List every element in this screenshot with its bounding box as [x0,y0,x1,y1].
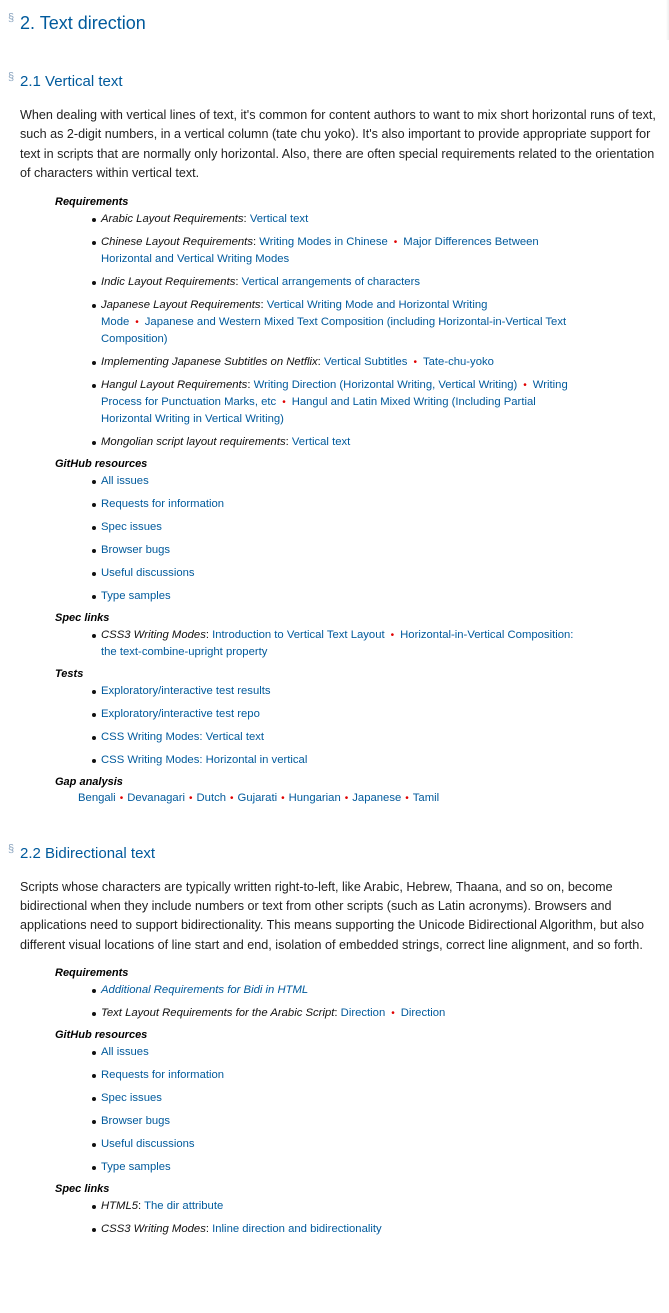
requirement-link[interactable]: Vertical Writing Mode and Horizontal Writing Mode [101,298,488,328]
list-item [101,1159,659,1176]
gap-analysis-links [78,790,659,807]
github-link-useful-discussions[interactable]: Useful discussions [101,1138,195,1151]
tests-list [55,683,659,769]
requirement-link[interactable]: Tate-chu-yoko [422,355,494,368]
spec-links-list [55,627,659,661]
requirement-link[interactable]: Direction [400,1007,446,1020]
separator-dot: • [390,629,395,641]
requirement-link[interactable]: Vertical Subtitles [323,355,408,368]
github-link-type-samples[interactable]: Type samples [101,589,171,602]
list-item [101,496,659,513]
separator-dot: • [523,379,527,391]
github-resources-list [55,1044,659,1176]
tests-title: Tests [55,667,84,680]
spec-link[interactable]: The dir attribute [144,1200,224,1213]
spec-link[interactable]: Inline direction and bidirectionality [212,1223,382,1236]
requirements-list [55,982,659,1022]
gap-link-tamil[interactable]: Tamil [412,791,440,804]
source-name: Indic Layout Requirements [101,275,236,288]
separator-dot: • [393,236,398,248]
requirement-link[interactable]: Writing Direction (Horizontal Writing, Vertical Writing) [253,378,518,391]
gap-analysis-title: Gap analysis [55,775,123,788]
test-link[interactable]: CSS Writing Modes: Vertical text [101,730,265,743]
list-item [101,706,659,723]
spec-link[interactable]: Horizontal-in-Vertical Composition: the text-combine-upright property [101,628,574,658]
source-name: Japanese Layout Requirements [101,298,261,311]
separator-dot: • [413,356,417,368]
list-item: CSS3 Writing Modes: Inline direction and bidirectionality [101,1221,581,1238]
section-heading-text-direction [8,0,659,37]
separator-dot: • [230,792,234,804]
spec-links-title: Spec links [55,1183,110,1196]
vertical-requirements [55,195,659,807]
gap-link-dutch[interactable]: Dutch [196,791,227,804]
list-item: Mongolian script layout requirements: Vertical text [101,434,581,451]
source-name: Hangul Layout Requirements [101,378,248,391]
gap-link-hungarian[interactable]: Hungarian [288,791,341,804]
list-item [101,683,659,700]
list-item [101,588,659,605]
list-item [101,473,659,490]
source-name: Mongolian script layout requirements [101,435,286,448]
bidi-intro-paragraph: Scripts whose characters are typically written right-to-left, like Arabic, Hebrew, Thaana, and so on, become bidirectional when they include numbers or text from other scripts (such as Latin acronyms). Browsers and applications need to support bidirectionality. This means supporting the Unicode Bidirectional Algorithm, but also different visual locations of line start and end, isolation of embedded strings, correct line alignment, and so forth. [20,879,644,952]
requirement-link[interactable]: Additional Requirements for Bidi in HTML [101,984,309,997]
source-name: Chinese Layout Requirements [101,235,253,248]
github-resources-title: GitHub resources [55,1029,148,1042]
source-name: Arabic Layout Requirements [101,212,244,225]
list-item: Arabic Layout Requirements: Vertical text [101,211,581,228]
bidi-requirements [55,966,659,1238]
github-resources-list [55,473,659,605]
list-item: HTML5: The dir attribute [101,1198,581,1215]
test-link[interactable]: Exploratory/interactive test repo [101,707,260,720]
github-link-spec-issues[interactable]: Spec issues [101,520,162,533]
test-link[interactable]: CSS Writing Modes: Horizontal in vertical [101,753,308,766]
source-name: Implementing Japanese Subtitles on Netflix [101,355,318,368]
list-item: CSS3 Writing Modes: Introduction to Vertical Text Layout • Horizontal-in-Vertical Composition: the text-combine-upright property [101,627,581,661]
list-item [101,1113,659,1130]
spec-links-title: Spec links [55,611,110,624]
separator-dot: • [344,792,349,804]
source-name: CSS3 Writing Modes [101,628,206,641]
requirements-title: Requirements [55,967,129,980]
subsection-title: 2.1 Vertical text [20,73,123,90]
list-item [101,1090,659,1107]
section-anchor-link[interactable]: § [8,12,15,24]
spec-link[interactable]: Introduction to Vertical Text Layout [212,628,385,641]
subsection-heading-bidirectional-text [8,842,659,862]
github-link-browser-bugs[interactable]: Browser bugs [101,1115,171,1128]
source-name: CSS3 Writing Modes [101,1223,206,1236]
github-link-requests-for-information[interactable]: Requests for information [101,1069,225,1082]
github-link-type-samples[interactable]: Type samples [101,1161,171,1174]
list-item: Chinese Layout Requirements: Writing Modes in Chinese • Major Differences Between Horizontal and Vertical Writing Modes [101,234,581,268]
github-link-all-issues[interactable]: All issues [101,1046,149,1059]
source-name: HTML5 [101,1200,139,1213]
list-item [101,1044,659,1061]
gap-link-japanese[interactable]: Japanese [352,791,402,804]
separator-dot: • [282,396,286,408]
list-item [101,1136,659,1153]
subsection-heading-vertical-text [8,71,659,90]
separator-dot: • [391,1008,395,1020]
gap-link-devanagari[interactable]: Devanagari [127,791,185,804]
list-item [101,542,659,559]
list-item: Indic Layout Requirements: Vertical arrangements of characters [101,274,581,291]
list-item [101,565,659,582]
test-link[interactable]: Exploratory/interactive test results [101,684,271,697]
section-anchor-link[interactable]: § [8,71,15,83]
list-item: Implementing Japanese Subtitles on Netflix: Vertical Subtitles • Tate-chu-yoko [101,354,581,371]
requirement-link[interactable]: Japanese and Western Mixed Text Composition (including Horizontal-in-Vertical Text Composition) [101,315,567,345]
github-link-spec-issues[interactable]: Spec issues [101,1092,162,1105]
github-link-browser-bugs[interactable]: Browser bugs [101,543,171,556]
separator-dot: • [188,792,193,804]
vertical-intro-paragraph: When dealing with vertical lines of text, it's common for content authors to want to mix short horizontal runs of text, such as 2-digit numbers, in a vertical column (tate chu yoko). It's also important to provide appropriate support for text in scripts that are normally only horizontal. Also, there are often special requirements related to the orientation of characters within vertical text. [20,108,656,181]
github-link-requests-for-information[interactable]: Requests for information [101,497,225,510]
requirement-link[interactable]: Vertical text [291,435,351,448]
gap-link-gujarati[interactable]: Gujarati [237,791,278,804]
separator-dot: • [135,316,139,328]
list-item [101,1067,659,1084]
list-item: Japanese Layout Requirements: Vertical Writing Mode and Horizontal Writing Mode • Japanese and Western Mixed Text Composition (including Horizontal-in-Vertical Text Composition) [101,297,581,348]
separator-dot: • [405,792,409,804]
requirement-link[interactable]: Vertical text [249,212,309,225]
list-item [101,982,581,999]
spec-links-list [55,1198,659,1238]
github-link-useful-discussions[interactable]: Useful discussions [101,566,195,579]
list-item [101,519,659,536]
requirement-link[interactable]: Direction [340,1007,386,1020]
requirement-link[interactable]: Hangul and Latin Mixed Writing (Including Partial Horizontal Writing in Vertical Writing) [101,395,536,425]
source-name: Text Layout Requirements for the Arabic Script [101,1007,335,1020]
requirement-link[interactable]: Writing Modes in Chinese [259,235,388,248]
separator-dot: • [119,792,124,804]
github-resources-title: GitHub resources [55,457,148,470]
list-item: Hangul Layout Requirements: Writing Direction (Horizontal Writing, Vertical Writing) • Writing Process for Punctuation Marks, etc • Hangul and Latin Mixed Writing (Including Partial Horizontal Writing in Vertical Writing) [101,377,581,428]
requirement-link[interactable]: Vertical arrangements of characters [241,275,420,288]
section-anchor-link[interactable]: § [8,842,15,855]
subsection-title: 2.2 Bidirectional text [20,844,156,862]
requirements-list [55,211,659,451]
gap-link-bengali[interactable]: Bengali [78,791,116,804]
section-title: 2. Text direction [20,13,146,33]
requirement-link[interactable]: Major Differences Between Horizontal and Vertical Writing Modes [101,235,539,265]
requirement-link[interactable]: Writing Process for Punctuation Marks, etc [101,378,568,408]
separator-dot: • [281,792,285,804]
list-item [101,752,659,769]
github-link-all-issues[interactable]: All issues [101,474,149,487]
list-item [101,729,659,746]
requirements-title: Requirements [55,195,129,208]
list-item: Text Layout Requirements for the Arabic Script: Direction • Direction [101,1005,581,1022]
